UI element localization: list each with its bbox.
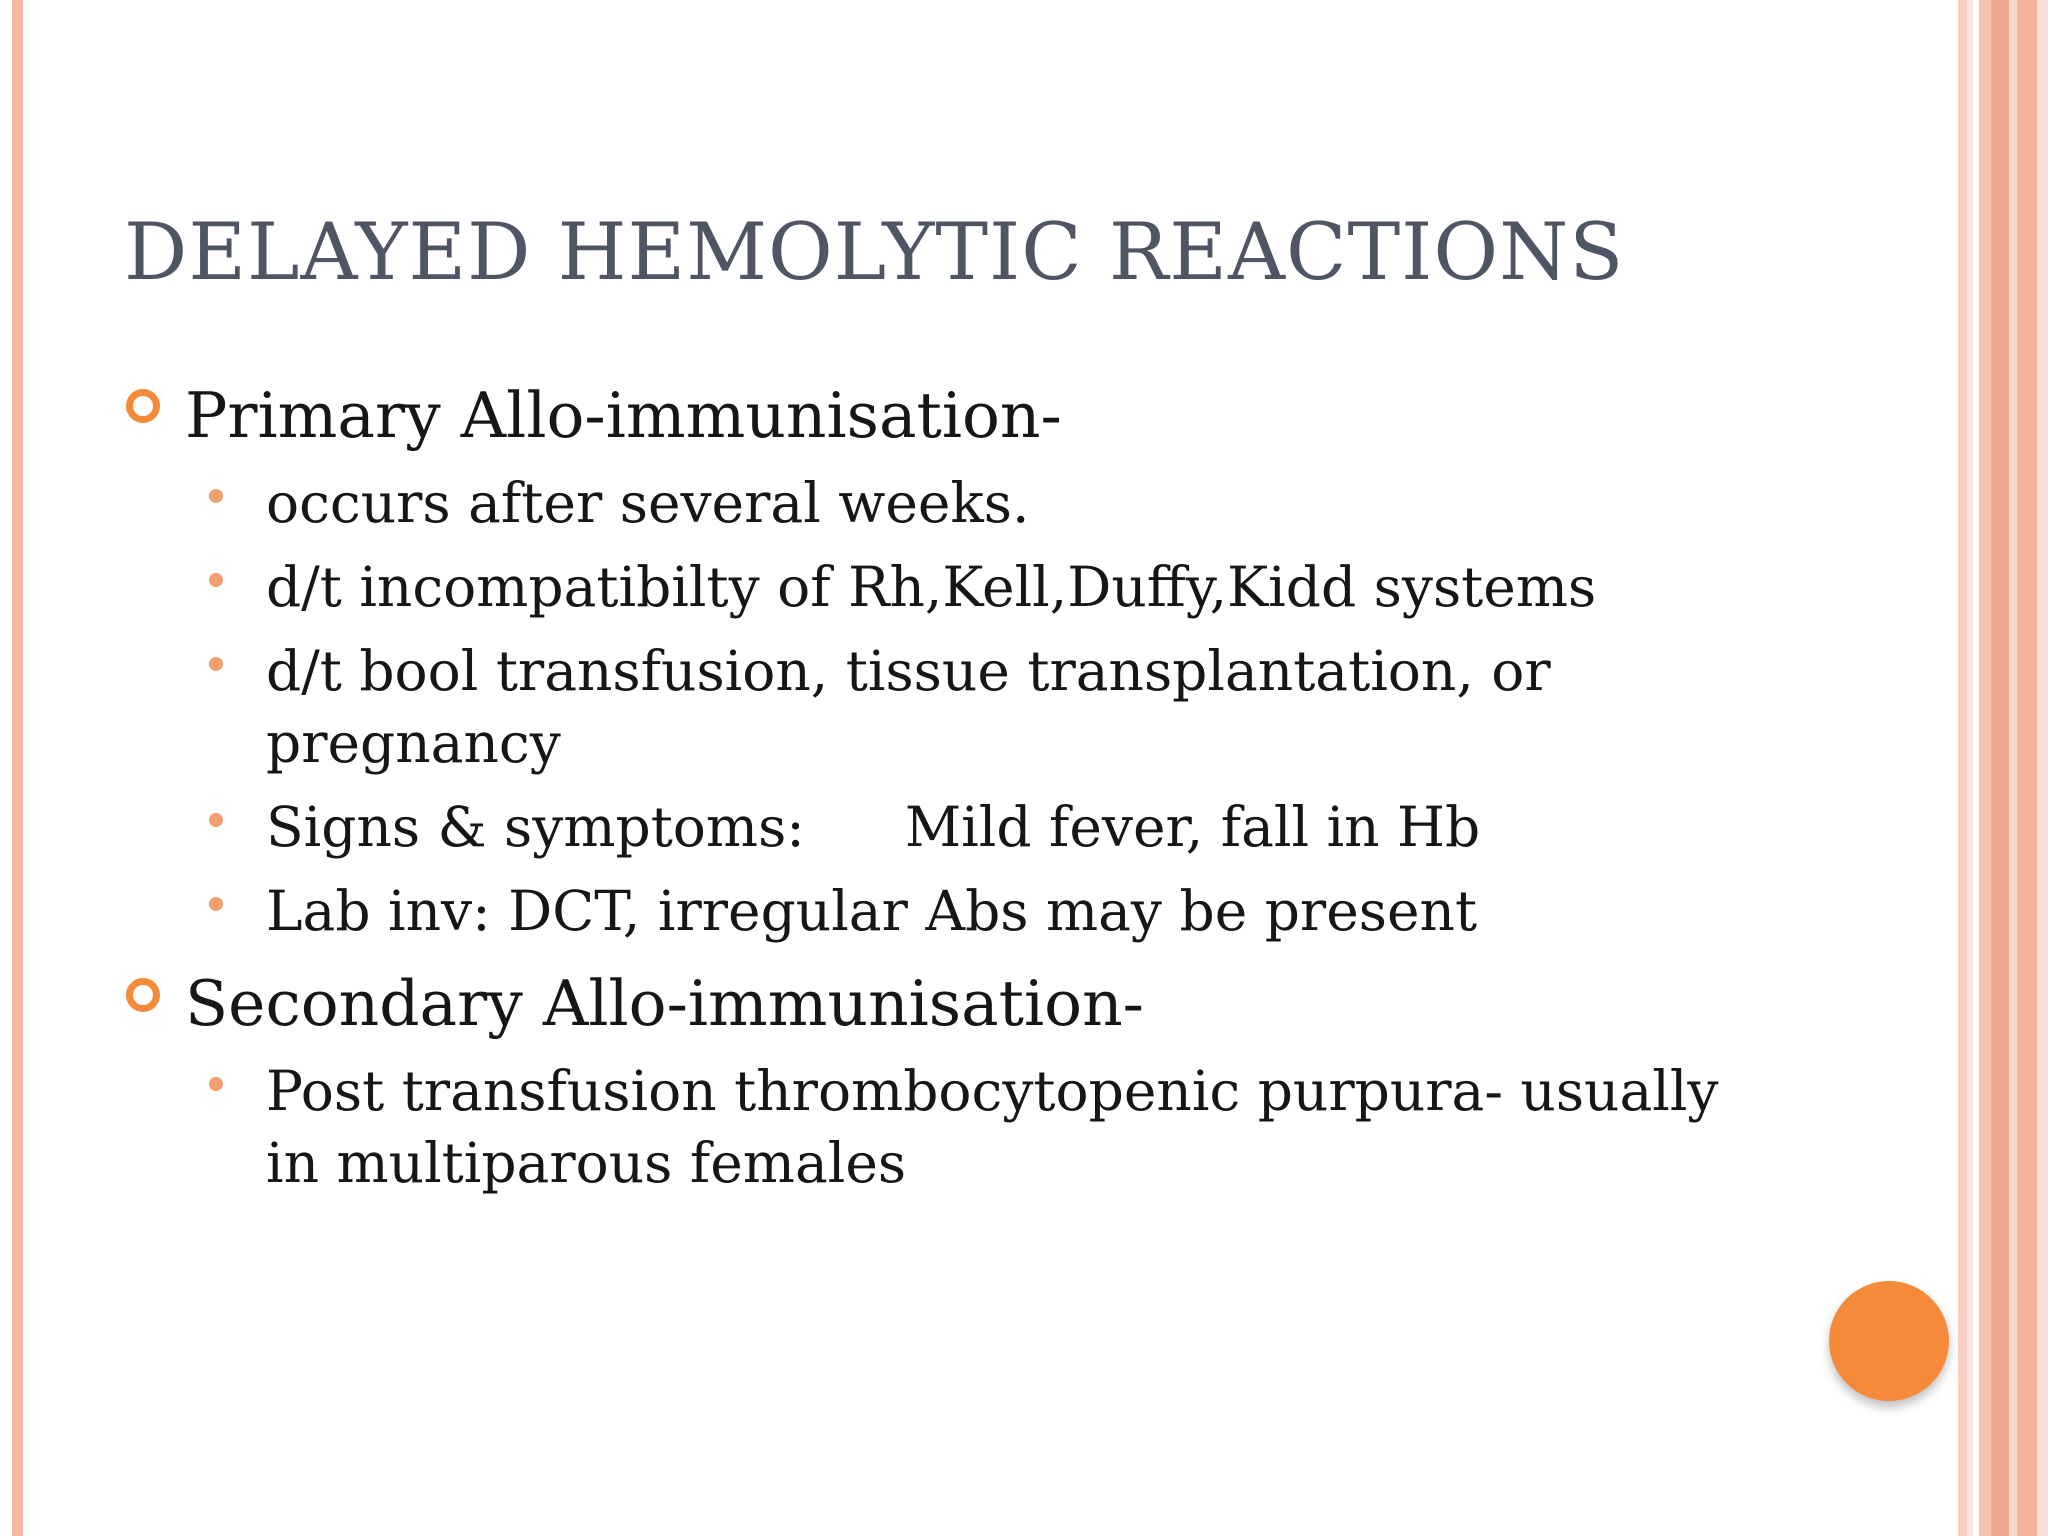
dot-bullet-icon [209, 657, 223, 671]
ring-bullet-icon [126, 389, 160, 423]
list-item: d/t bool transfusion, tissue transplantation, or [266, 639, 1551, 703]
right-border-stripe [1958, 0, 1967, 1536]
dot-bullet-icon [209, 573, 223, 587]
list-item-continuation: in multiparous females [266, 1131, 907, 1195]
right-border-stripe [1979, 0, 1991, 1536]
right-border-stripe [2037, 0, 2048, 1536]
right-border-stripe [2017, 0, 2037, 1536]
dot-bullet-icon [209, 897, 223, 911]
dot-bullet-icon [209, 813, 223, 827]
list-item [266, 791, 1480, 863]
dot-bullet-icon [209, 489, 223, 503]
list-item: Post transfusion thrombocytopenic purpura- usually [266, 1059, 1719, 1123]
list-item-continuation: pregnancy [266, 711, 561, 775]
list-item: occurs after several weeks. [266, 471, 1030, 535]
right-border-stripe [2009, 0, 2017, 1536]
section-heading-secondary: Secondary Allo-immunisation- [185, 967, 1144, 1040]
orange-circle-decoration [1829, 1281, 1949, 1401]
signs-value: Mild fever, fall in Hb [904, 795, 1481, 859]
list-item: d/t incompatibilty of Rh,Kell,Duffy,Kidd systems [266, 555, 1597, 619]
slide-title: DELAYED HEMOLYTIC REACTIONS [124, 206, 1625, 298]
section-heading-primary: Primary Allo-immunisation- [185, 379, 1062, 452]
right-border-stripe [1967, 0, 1973, 1536]
list-item: Lab inv: DCT, irregular Abs may be present [266, 879, 1478, 943]
dot-bullet-icon [209, 1077, 223, 1091]
right-border-stripe [1991, 0, 2009, 1536]
ring-bullet-icon [126, 978, 160, 1012]
signs-label: Signs & symptoms: [266, 795, 805, 859]
left-border [12, 0, 23, 1536]
